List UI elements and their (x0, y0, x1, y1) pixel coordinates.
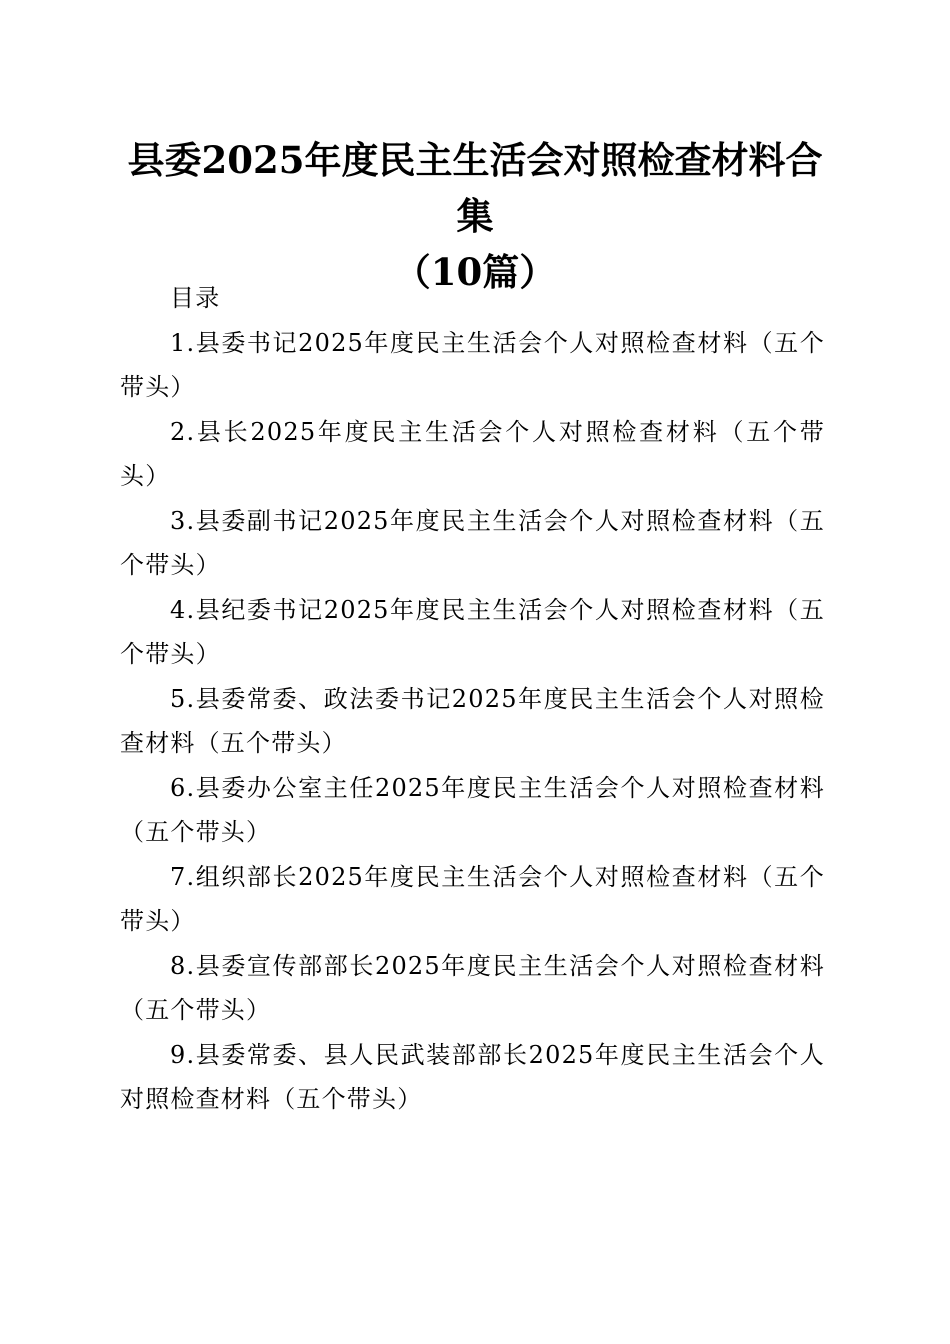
toc-item-8: 8.县委宣传部部长2025年度民主生活会个人对照检查材料（五个带头） (120, 951, 825, 1024)
title-line-1: 县委2025年度民主生活会对照检查材料合集 (127, 138, 823, 238)
toc-item-1: 1.县委书记2025年度民主生活会个人对照检查材料（五个带头） (120, 328, 825, 401)
table-of-contents (120, 276, 825, 1122)
toc-item-5: 5.县委常委、政法委书记2025年度民主生活会个人对照检查材料（五个带头） (120, 684, 825, 757)
document-title (120, 132, 830, 300)
toc-item-9: 9.县委常委、县人民武装部部长2025年度民主生活会个人对照检查材料（五个带头） (120, 1040, 825, 1113)
toc-item-6: 6.县委办公室主任2025年度民主生活会个人对照检查材料（五个带头） (120, 773, 825, 846)
title-line-2: （10篇） (393, 250, 557, 294)
toc-item-7: 7.组织部长2025年度民主生活会个人对照检查材料（五个带头） (120, 862, 825, 935)
toc-item-2: 2.县长2025年度民主生活会个人对照检查材料（五个带头） (120, 417, 825, 490)
toc-item-3: 3.县委副书记2025年度民主生活会个人对照检查材料（五个带头） (120, 506, 825, 579)
toc-item-4: 4.县纪委书记2025年度民主生活会个人对照检查材料（五个带头） (120, 595, 825, 668)
toc-heading: 目录 (170, 284, 221, 312)
